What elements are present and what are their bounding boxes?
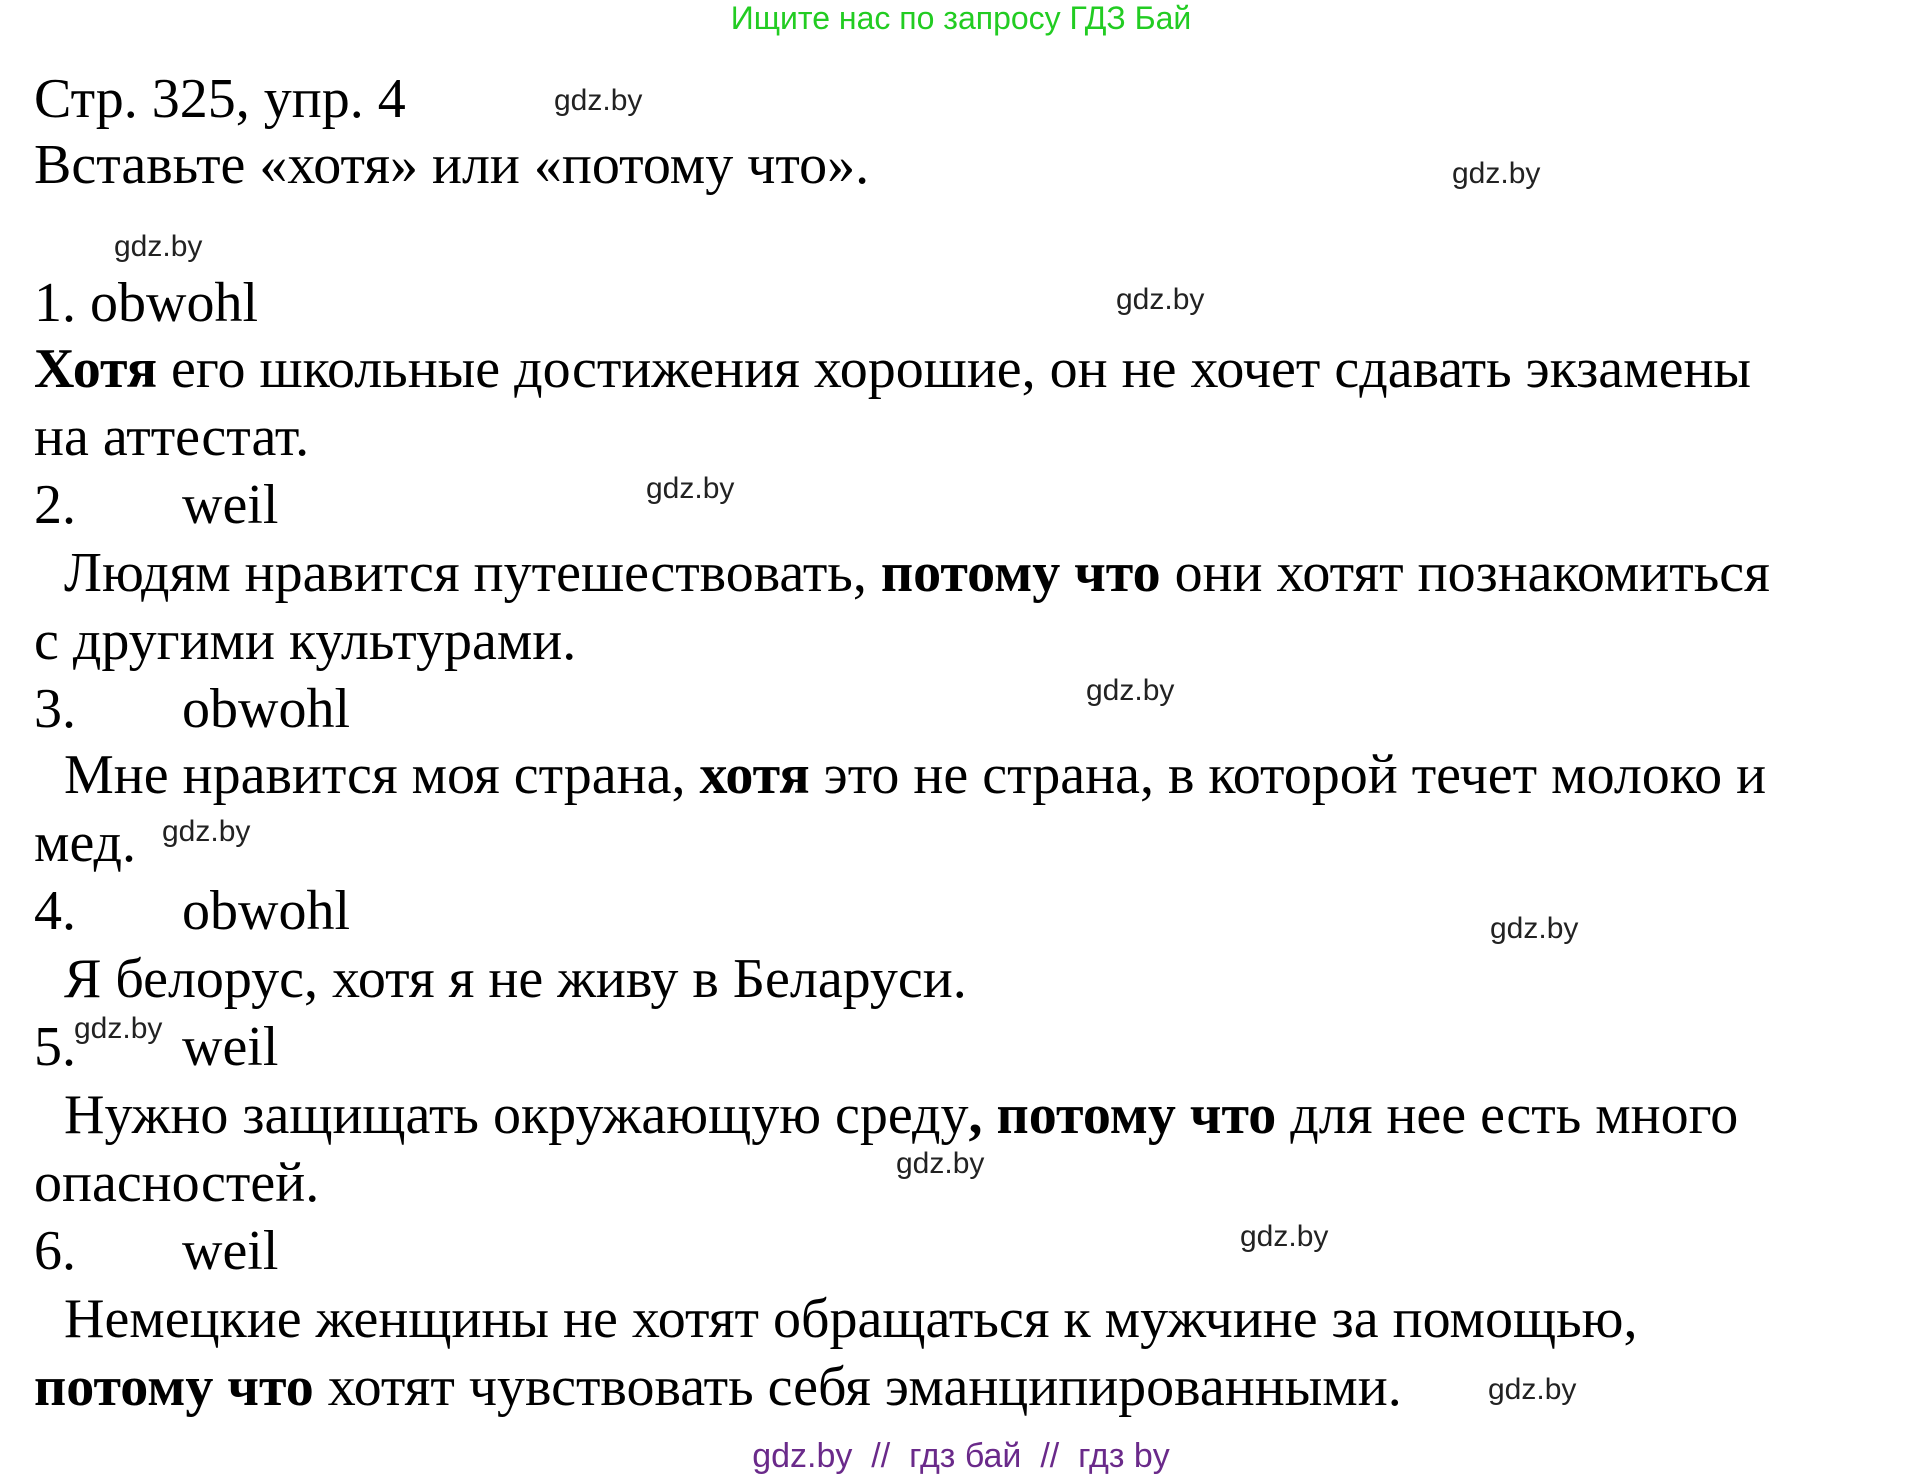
watermark: gdz.by: [1240, 1220, 1329, 1253]
watermark: gdz.by: [1086, 674, 1175, 707]
item-4-word: obwohl: [182, 880, 350, 942]
watermark: gdz.by: [554, 84, 643, 117]
item-6-text: хотят чувствовать себя эманципированными.: [313, 1356, 1402, 1418]
task-instruction: Вставьте «хотя» или «потому что».: [34, 134, 870, 196]
watermark: gdz.by: [74, 1012, 163, 1045]
item-2-heading: [34, 472, 278, 538]
item-2-line-1: [34, 540, 1770, 606]
watermark: gdz.by: [1490, 912, 1579, 945]
watermark: gdz.by: [646, 472, 735, 505]
item-5-text-post: для нее есть много: [1276, 1084, 1739, 1146]
watermark: gdz.by: [114, 230, 203, 263]
footer-links: gdz.by // гдз бай // гдз by: [752, 1437, 1170, 1475]
item-1-answer: Хотя: [34, 338, 158, 400]
item-3-line-2: мед.: [34, 812, 137, 874]
item-6-word: weil: [182, 1220, 279, 1282]
item-6-answer: потому что: [34, 1356, 314, 1418]
watermark: gdz.by: [1116, 283, 1205, 316]
item-6-line-1: Немецкие женщины не хотят обращаться к мужчине за помощью,: [64, 1288, 1638, 1350]
search-banner: Ищите нас по запросу ГДЗ Бай: [730, 0, 1192, 36]
item-1-line-1: [34, 336, 1751, 402]
item-5-text-pre: Нужно защищать окружающую среду: [64, 1084, 969, 1146]
item-5-number: 5.: [34, 1016, 76, 1078]
watermark: gdz.by: [1488, 1373, 1577, 1406]
item-2-number: 2.: [34, 474, 76, 536]
item-2-text-pre: Людям нравится путешествовать,: [64, 542, 881, 604]
item-1-number: 1.: [34, 272, 76, 334]
item-4-number: 4.: [34, 880, 76, 942]
exercise-title: Стр. 325, упр. 4: [34, 68, 406, 130]
item-6-line-2: [34, 1354, 1402, 1420]
item-5-answer: , потому что: [968, 1084, 1277, 1146]
item-3-text-post: это не страна, в которой течет молоко и: [809, 744, 1767, 806]
item-1-line-2: на аттестат.: [34, 406, 310, 468]
item-2-answer: потому что: [880, 542, 1161, 604]
watermark: gdz.by: [896, 1147, 985, 1180]
item-2-text-post: они хотят познакомиться: [1160, 542, 1770, 604]
item-3-word: obwohl: [182, 678, 350, 740]
item-4-line-1: Я белорус, хотя я не живу в Беларуси.: [64, 948, 967, 1010]
item-5-line-1: [34, 1082, 1738, 1148]
item-3-number: 3.: [34, 678, 76, 740]
item-1-word: obwohl: [90, 272, 258, 334]
watermark: gdz.by: [1452, 157, 1541, 190]
item-2-word: weil: [182, 474, 279, 536]
item-5-line-2: опасностей.: [34, 1152, 320, 1214]
watermark: gdz.by: [162, 815, 251, 848]
item-1-text: его школьные достижения хорошие, он не хочет сдавать экзамены: [157, 338, 1752, 400]
item-3-answer: хотя: [699, 744, 810, 806]
item-6-heading: [34, 1218, 278, 1284]
item-3-text-pre: Мне нравится моя страна,: [64, 744, 700, 806]
item-6-number: 6.: [34, 1220, 76, 1282]
item-5-word: weil: [182, 1016, 279, 1078]
item-2-line-2: с другими культурами.: [34, 610, 577, 672]
item-1-heading: [34, 270, 258, 336]
item-4-heading: [34, 878, 350, 944]
item-3-heading: [34, 676, 350, 742]
item-3-line-1: [34, 742, 1766, 808]
